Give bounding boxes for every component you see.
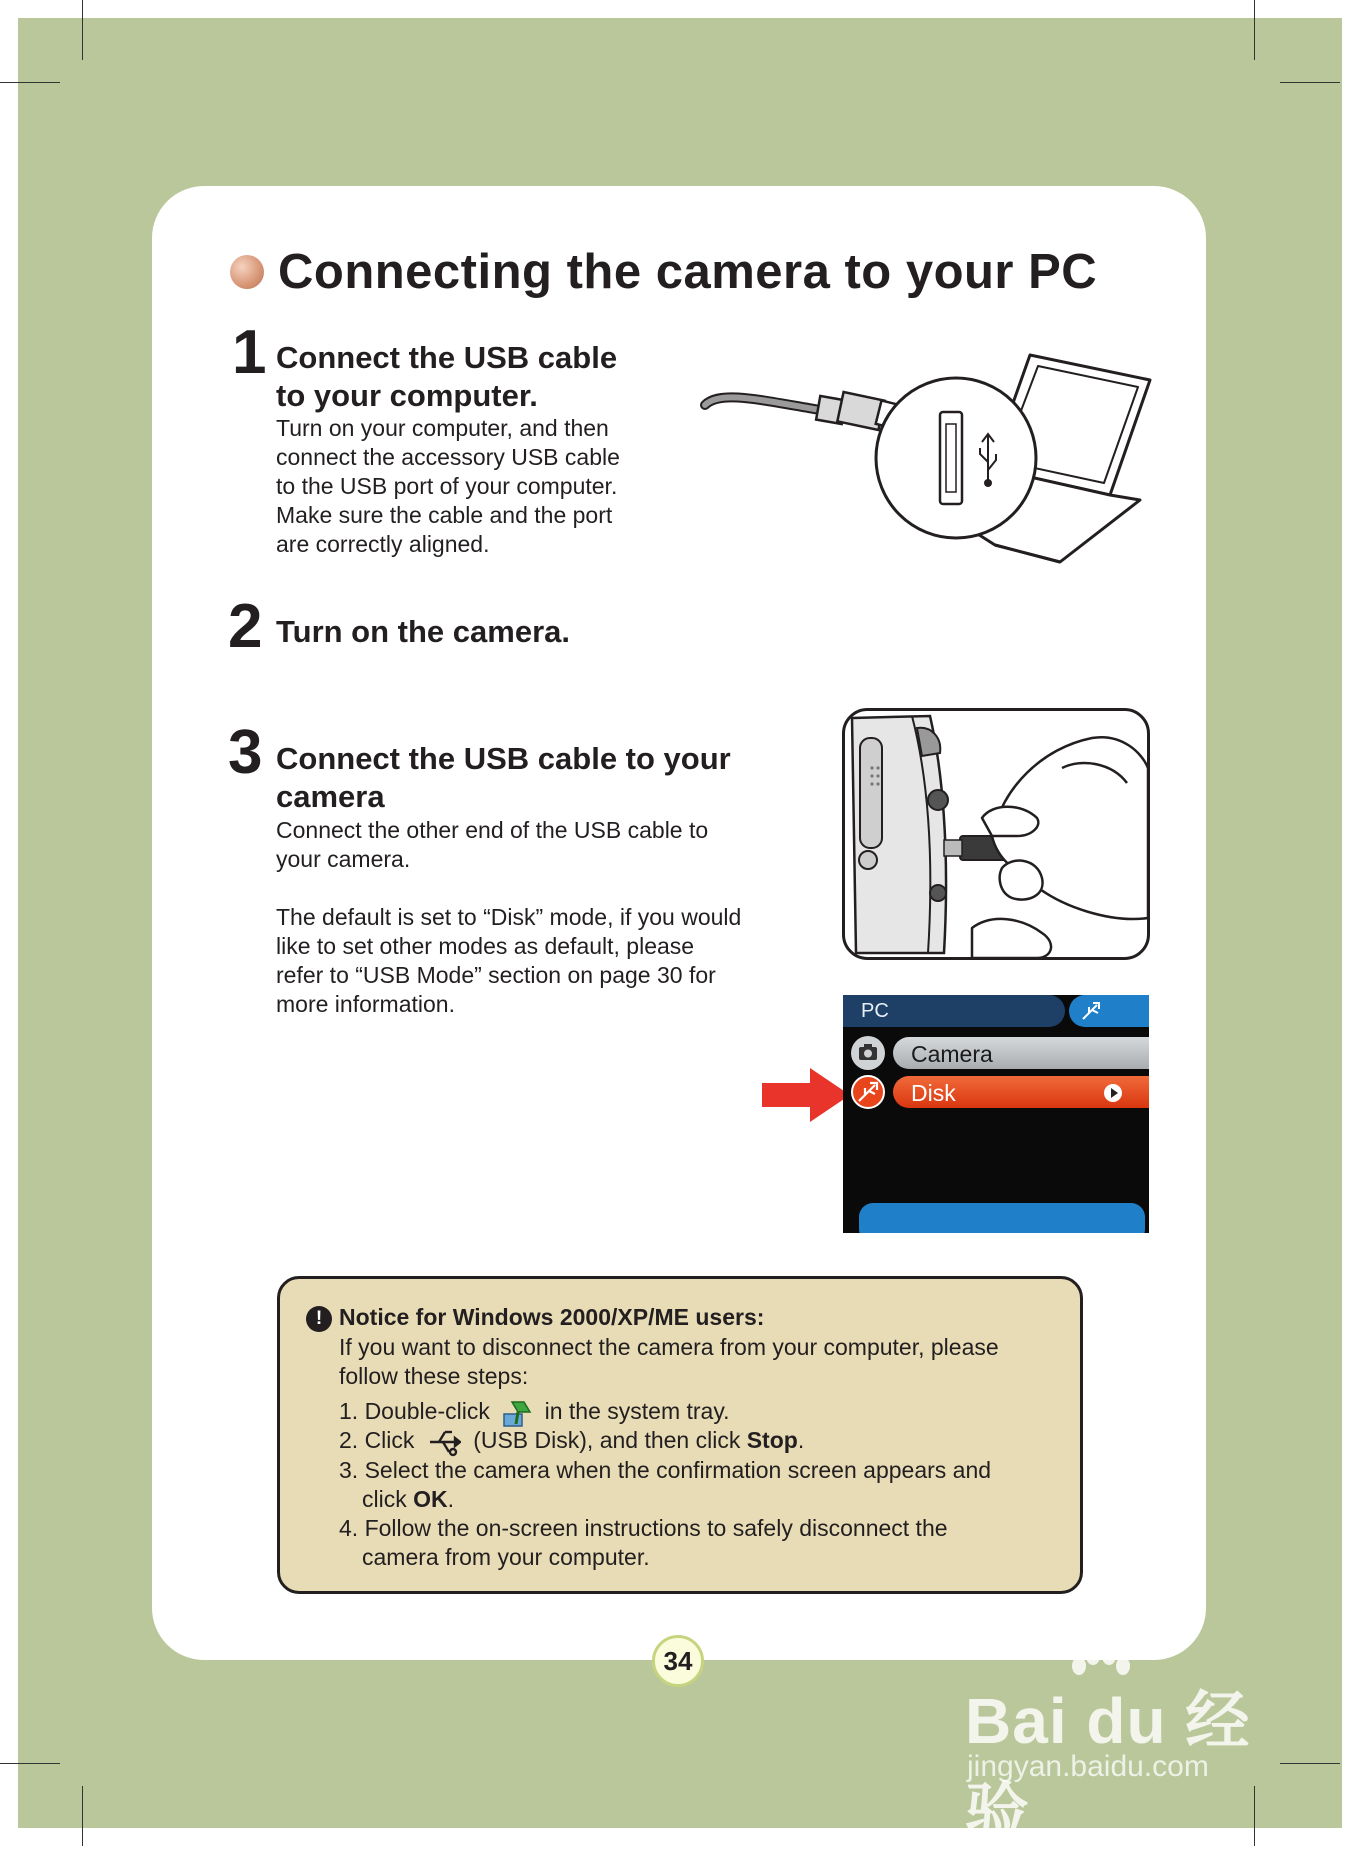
usb-disk-icon [851, 1075, 885, 1109]
crop-mark [82, 0, 83, 60]
usb-disk-icon [427, 1426, 461, 1458]
body-line: The default is set to “Disk” mode, if you would [276, 904, 742, 930]
notice-text-segment: click [362, 1486, 407, 1512]
notice-text-segment: . [447, 1486, 455, 1512]
notice-box [277, 1276, 1083, 1594]
usb-mode-menu [843, 995, 1149, 1233]
crop-mark [82, 1786, 83, 1846]
step-heading-line: camera [276, 779, 385, 814]
step-heading: Turn on the camera. [276, 614, 570, 649]
crop-mark [0, 82, 60, 83]
notice-intro [339, 1333, 999, 1391]
body-line: Connect the other end of the USB cable to [276, 817, 709, 843]
step-heading [276, 339, 617, 415]
page-title-row [230, 244, 1097, 300]
menu-item-disk[interactable] [843, 1073, 1149, 1111]
warning-icon: ! [306, 1306, 332, 1332]
notice-text-segment: . [797, 1427, 805, 1454]
usb-icon [1079, 999, 1103, 1023]
usb-laptop-illustration [700, 350, 1160, 570]
menu-item-label: Disk [911, 1080, 956, 1106]
body-line: refer to “USB Mode” section on page 30 for [276, 962, 716, 988]
notice-bold: Stop [746, 1427, 798, 1454]
step-body-note [276, 903, 741, 1019]
notice-line: follow these steps: [339, 1363, 529, 1389]
notice-step-4 [339, 1514, 948, 1572]
camera-usb-illustration [842, 708, 1150, 960]
step-heading-line: Connect the USB cable [276, 340, 618, 375]
step-body [276, 414, 620, 559]
body-line: are correctly aligned. [276, 531, 490, 557]
pointer-arrow-icon [762, 1068, 852, 1122]
notice-text-segment: in the system tray. [544, 1398, 730, 1424]
menu-item-camera[interactable] [843, 1034, 1149, 1072]
menu-usb-tab [1069, 995, 1149, 1027]
notice-text-segment: 2. Click [339, 1427, 415, 1454]
notice-line: If you want to disconnect the camera from your computer, please [339, 1334, 999, 1360]
menu-item-label: Camera [911, 1041, 993, 1067]
notice-bold: OK [413, 1486, 448, 1512]
body-line: your camera. [276, 846, 411, 872]
watermark-url: jingyan.baidu.com [967, 1750, 1209, 1783]
notice-text-segment: 1. Double-click [339, 1398, 490, 1424]
step-heading-line: Connect the USB cable to your [276, 741, 731, 776]
notice-title: Notice for Windows 2000/XP/ME users: [339, 1304, 765, 1330]
notice-line: 4. Follow the on-screen instructions to safely disconnect the [339, 1515, 948, 1541]
baidu-watermark [965, 1640, 1285, 1849]
bullet-icon [230, 255, 264, 289]
body-line: Make sure the cable and the port [276, 502, 613, 528]
notice-line: 3. Select the camera when the confirmation screen appears and [339, 1457, 992, 1483]
camera-icon [851, 1036, 885, 1070]
body-line: to the USB port of your computer. [276, 473, 618, 499]
step-heading [276, 740, 731, 816]
step-heading-line: to your computer. [276, 378, 538, 413]
step-number: 3 [228, 718, 263, 787]
step-number: 2 [228, 592, 263, 661]
page-number: 34 [652, 1635, 704, 1687]
watermark-brand: Bai du 经验 [965, 1685, 1251, 1849]
notice-line: camera from your computer. [362, 1544, 650, 1570]
menu-header-label: PC [861, 1000, 889, 1022]
crop-mark [1280, 82, 1340, 83]
notice-text-segment: (USB Disk), and then click [473, 1427, 741, 1454]
page-title: Connecting the camera to your PC [278, 245, 1098, 299]
body-line: like to set other modes as default, please [276, 933, 695, 959]
notice-step-1 [339, 1397, 730, 1428]
body-line: more information. [276, 991, 455, 1017]
safely-remove-hardware-icon [502, 1398, 532, 1428]
notice-line [339, 1485, 991, 1514]
step-body [276, 816, 708, 874]
step-number: 1 [232, 318, 267, 387]
body-line: connect the accessory USB cable [276, 444, 620, 470]
crop-mark [0, 1763, 60, 1764]
play-arrow-icon [1103, 1083, 1123, 1103]
body-line: Turn on your computer, and then [276, 415, 609, 441]
menu-header-bar [843, 995, 1065, 1027]
notice-step-2 [339, 1426, 804, 1458]
crop-mark [1280, 1763, 1340, 1764]
crop-mark [1254, 0, 1255, 60]
notice-step-3 [339, 1456, 991, 1514]
menu-header [843, 995, 1149, 1027]
menu-bottom-bar [859, 1203, 1145, 1233]
